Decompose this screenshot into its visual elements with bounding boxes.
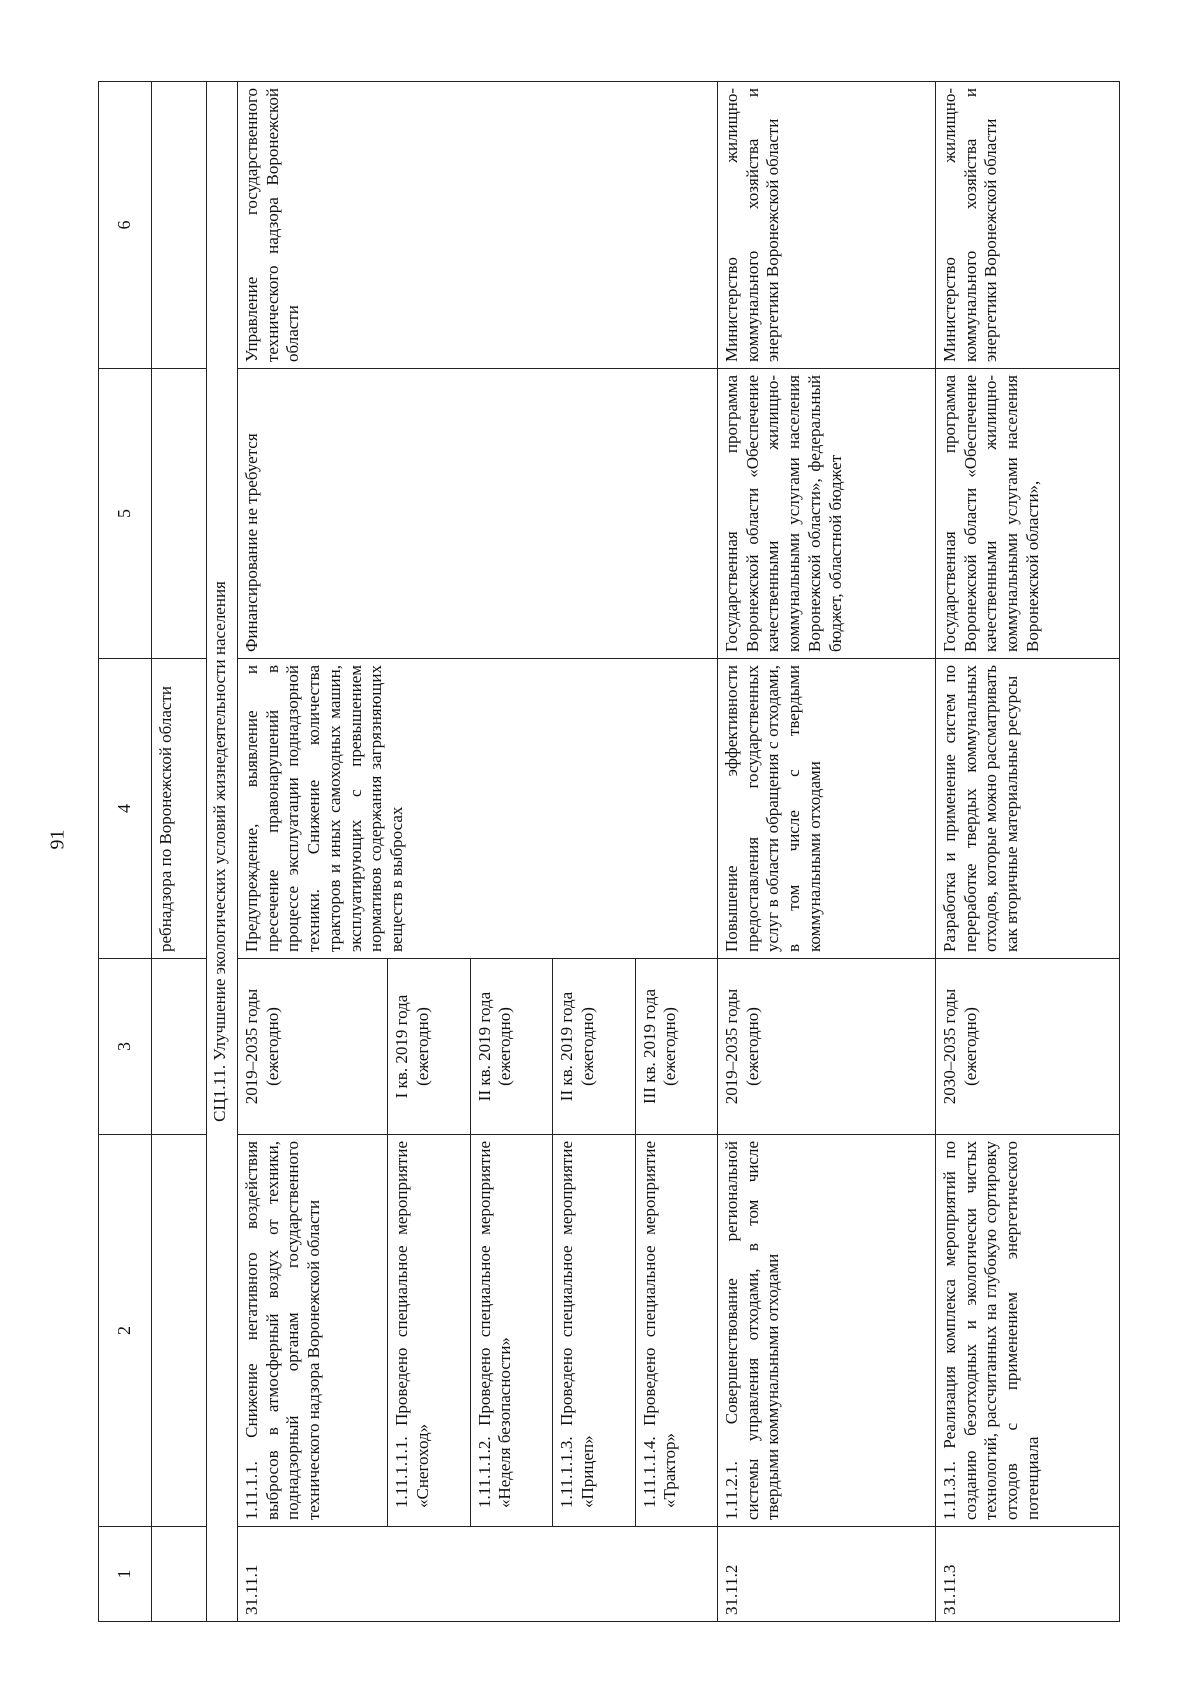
- table-row: [717, 82, 935, 1622]
- cell: [152, 1135, 207, 1527]
- row-period: 2030–2035 годы (ежегодно): [935, 959, 1119, 1135]
- col-header-4: 4: [99, 659, 152, 959]
- cell: [152, 959, 207, 1135]
- row-code: 31.11.1: [238, 1527, 718, 1622]
- cell: [152, 82, 207, 369]
- row-funding: Государственная программа Воронежской области «Обеспечение качественными жилищно-коммунальными услугами населения Воронежской области»,: [935, 369, 1119, 659]
- row-measure: 1.11.1.1. Снижение негативного воздействия выбросов в атмосферный воздух от техники, поднадзорный органам государственного технического надзора Воронежской области: [238, 1135, 388, 1527]
- subrow-period: II кв. 2019 года (ежегодно): [470, 959, 552, 1135]
- col-header-1: 1: [99, 1527, 152, 1622]
- col-header-2: 2: [99, 1135, 152, 1527]
- table-row: [238, 82, 388, 1622]
- continuation-text: ребнадзора по Воронежской области: [152, 659, 207, 959]
- subrow-period: II кв. 2019 года (ежегодно): [553, 959, 635, 1135]
- cell: [152, 1527, 207, 1622]
- measures-table-container: [98, 82, 1120, 1622]
- row-funding: Финансирование не требуется: [238, 369, 718, 659]
- row-measure: 1.11.3.1. Реализация комплекса мероприятий по созданию безотходных и экологически чистых технологий, рассчитанных на глубокую сортировку отходов с применением энергетического потенциала: [935, 1135, 1119, 1527]
- row-period: 2019–2035 годы (ежегодно): [238, 959, 388, 1135]
- subrow-period: I кв. 2019 года (ежегодно): [388, 959, 470, 1135]
- row-result: Разработка и применение систем по переработке твердых коммунальных отходов, которые можно рассматривать как вторичные материальные ресурсы: [935, 659, 1119, 959]
- section-title: СЦ1.11. Улучшение экологических условий жизнедеятельности населения: [207, 82, 238, 1622]
- subrow-measure: 1.11.1.1.1. Проведено специальное мероприятие «Снегоход»: [388, 1135, 470, 1527]
- row-executor: Министерство жилищно-коммунального хозяйства и энергетики Воронежской области: [717, 82, 935, 369]
- page-number: 91: [46, 829, 69, 850]
- subrow-measure: 1.11.1.1.3. Проведено специальное мероприятие «Прицеп»: [553, 1135, 635, 1527]
- col-header-3: 3: [99, 959, 152, 1135]
- row-executor: Управление государственного технического надзора Воронежской области: [238, 82, 718, 369]
- row-measure: 1.11.2.1. Совершенствование региональной системы управления отходами, в том числе твердыми коммунальными отходами: [717, 1135, 935, 1527]
- subrow-measure: 1.11.1.1.4. Проведено специальное мероприятие «Трактор»: [635, 1135, 717, 1527]
- cell: [152, 369, 207, 659]
- row-code: 31.11.2: [717, 1527, 935, 1622]
- continuation-row: [152, 82, 207, 1622]
- section-row: [207, 82, 238, 1622]
- row-result: Повышение эффективности предоставления государственных услуг в области обращения с отходами, в том числе с твердыми коммунальными отходами: [717, 659, 935, 959]
- table-row: [935, 82, 1119, 1622]
- header-row: [99, 82, 152, 1622]
- row-executor: Министерство жилищно-коммунального хозяйства и энергетики Воронежской области: [935, 82, 1119, 369]
- row-code: 31.11.3: [935, 1527, 1119, 1622]
- row-funding: Государственная программа Воронежской области «Обеспечение качественными жилищно-коммунальными услугами населения Воронежской области», федеральный бюджет, областной бюджет: [717, 369, 935, 659]
- measures-table: [98, 81, 1120, 1622]
- row-result: Предупреждение, выявление и пресечение правонарушений в процессе эксплуатации поднадзорной техники. Снижение количества тракторов и иных самоходных машин, эксплуатирующих с превышением нормативов содержания загрязняющих веществ в выбросах: [238, 659, 718, 959]
- subrow-measure: 1.11.1.1.2. Проведено специальное мероприятие «Неделя безопасности»: [470, 1135, 552, 1527]
- col-header-6: 6: [99, 82, 152, 369]
- col-header-5: 5: [99, 369, 152, 659]
- subrow-period: III кв. 2019 года (ежегодно): [635, 959, 717, 1135]
- row-period: 2019–2035 годы (ежегодно): [717, 959, 935, 1135]
